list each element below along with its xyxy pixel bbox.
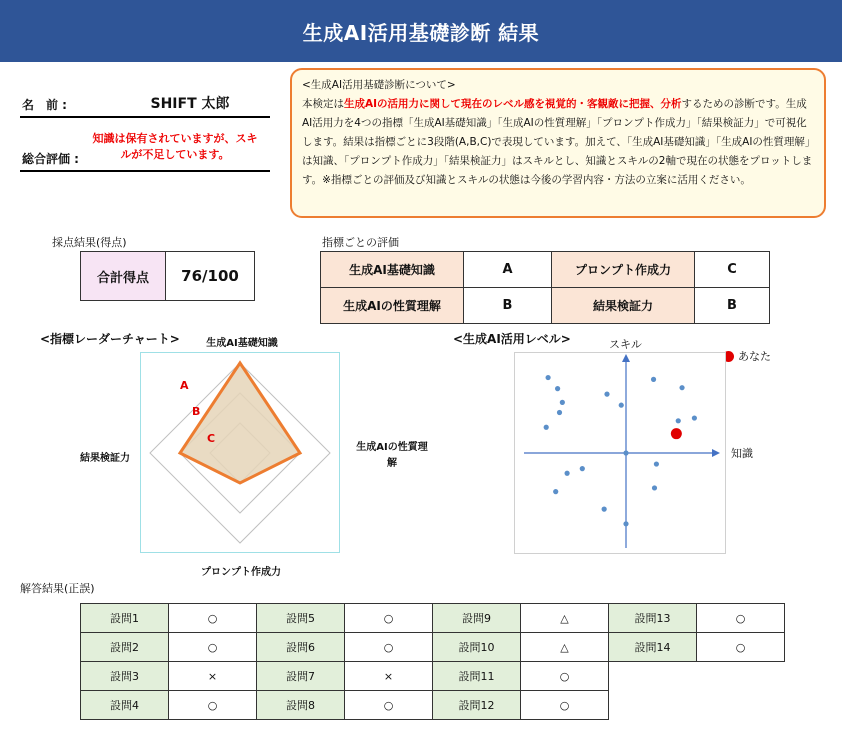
answers-row: [81, 604, 785, 633]
evaluation-table: [320, 251, 770, 324]
eval-name-2: プロンプト作成力: [552, 252, 695, 288]
name-value: SHIFT 太郎: [150, 96, 230, 112]
question-label: 設問14: [609, 633, 697, 662]
empty-cell: [609, 662, 697, 691]
level-point: [623, 450, 628, 455]
empty-cell: [609, 691, 697, 720]
radar-axis-top: 生成AI基礎知識: [206, 338, 278, 349]
level-point: [553, 489, 558, 494]
overall-underline: [20, 170, 270, 172]
name-label: 名 前 :: [22, 98, 67, 112]
eval-name-3: 生成AIの性質理解: [321, 288, 464, 324]
answer-mark: ×: [169, 662, 257, 691]
question-label: 設問9: [433, 604, 521, 633]
question-label: 設問6: [257, 633, 345, 662]
radar-axis-right-line2: 解: [387, 458, 397, 469]
answers-table: [80, 603, 785, 720]
question-label: 設問10: [433, 633, 521, 662]
eval-name-4: 結果検証力: [552, 288, 695, 324]
radar-axis-left: 結果検証力: [80, 453, 130, 464]
level-point: [623, 521, 628, 526]
about-text-pre: 本検定は: [302, 98, 344, 110]
question-label: 設問13: [609, 604, 697, 633]
level-point: [560, 400, 565, 405]
radar-level-label: B: [192, 405, 201, 418]
question-label: 設問5: [257, 604, 345, 633]
question-label: 設問1: [81, 604, 169, 633]
level-y-label: スキル: [609, 338, 642, 351]
empty-cell: [697, 662, 785, 691]
question-label: 設問2: [81, 633, 169, 662]
level-point: [565, 471, 570, 476]
about-text: [302, 95, 814, 190]
level-point: [654, 461, 659, 466]
radar-axis-right: [347, 440, 437, 472]
question-label: 設問3: [81, 662, 169, 691]
eval-grade-3: B: [464, 288, 552, 324]
score-section-title: 採点結果(得点): [52, 236, 127, 249]
level-point: [652, 485, 657, 490]
about-box: [290, 68, 826, 218]
about-text-highlight: 生成AIの活用力に関して現在のレベル感を視覚的・客観敵に把握、分析: [344, 98, 682, 110]
radar-axis-bottom: プロンプト作成力: [201, 567, 281, 578]
question-label: 設問7: [257, 662, 345, 691]
evaluation-section-title: 指標ごとの評価: [322, 236, 399, 249]
answer-mark: ○: [521, 662, 609, 691]
page-title: 生成AI活用基礎診断 結果: [0, 0, 842, 62]
level-point: [580, 466, 585, 471]
answers-row: [81, 691, 785, 720]
overall-value: 知識は保有されていますが、スキルが不足しています。: [92, 132, 258, 161]
answer-mark: ○: [697, 604, 785, 633]
answer-mark: ○: [345, 691, 433, 720]
answer-mark: ○: [521, 691, 609, 720]
radar-series-shape: [180, 363, 300, 483]
radar-level-label: A: [180, 379, 189, 392]
answers-row: [81, 662, 785, 691]
answer-mark: △: [521, 604, 609, 633]
radar-axis-right-line1: 生成AIの性質理: [356, 442, 428, 453]
empty-cell: [697, 691, 785, 720]
level-chart-title: <生成AI活用レベル>: [453, 332, 571, 346]
score-table: [80, 251, 255, 301]
radar-level-label: C: [207, 432, 216, 445]
level-point: [555, 386, 560, 391]
level-point: [676, 418, 681, 423]
level-point: [619, 403, 624, 408]
level-point: [544, 425, 549, 430]
radar-title: <指標レーダーチャート>: [40, 332, 180, 346]
question-label: 設問12: [433, 691, 521, 720]
answers-section-title: 解答結果(正誤): [20, 582, 95, 595]
answer-mark: △: [521, 633, 609, 662]
level-legend-label: あなた: [738, 350, 771, 363]
score-label: 合計得点: [81, 252, 166, 301]
about-title: <生成AI活用基礎診断について>: [302, 79, 456, 91]
you-point: [671, 428, 682, 439]
answer-mark: ×: [345, 662, 433, 691]
name-underline: [20, 116, 270, 118]
level-scatter-chart: [514, 352, 726, 554]
eval-grade-4: B: [695, 288, 770, 324]
level-x-label: 知識: [731, 447, 753, 460]
answer-mark: ○: [169, 604, 257, 633]
about-text-post: するための診断です。生成AI活用力を4つの指標「生成AI基礎知識」「生成AIの性質理解」「プロンプト作成力」「結果検証力」で可視化します。結果は指標ごとに3段階(A,B,C)で表現しています。加えて、「生成AI基礎知識」「生成AIの性質理解」は知識、「プロンプト作成力」「結果検証力」はスキルとし、知識とスキルの2軸で現在の状態をプロットします。※指標ごとの評価及び知識とスキルの状態は今後の学習内容・方法の立案に活用ください。: [302, 98, 813, 186]
radar-chart: [140, 352, 340, 554]
level-legend: [723, 348, 771, 364]
overall-label: 総合評価 :: [22, 152, 79, 166]
level-point: [604, 392, 609, 397]
score-value: 76/100: [166, 252, 255, 301]
eval-grade-1: A: [464, 252, 552, 288]
level-point: [651, 377, 656, 382]
answers-row: [81, 633, 785, 662]
level-point: [692, 415, 697, 420]
answer-mark: ○: [697, 633, 785, 662]
question-label: 設問11: [433, 662, 521, 691]
answer-mark: ○: [169, 633, 257, 662]
eval-grade-2: C: [695, 252, 770, 288]
eval-name-1: 生成AI基礎知識: [321, 252, 464, 288]
level-point: [679, 385, 684, 390]
level-point: [546, 375, 551, 380]
question-label: 設問4: [81, 691, 169, 720]
answer-mark: ○: [345, 604, 433, 633]
answer-mark: ○: [169, 691, 257, 720]
level-point: [557, 410, 562, 415]
question-label: 設問8: [257, 691, 345, 720]
level-point: [602, 507, 607, 512]
answer-mark: ○: [345, 633, 433, 662]
